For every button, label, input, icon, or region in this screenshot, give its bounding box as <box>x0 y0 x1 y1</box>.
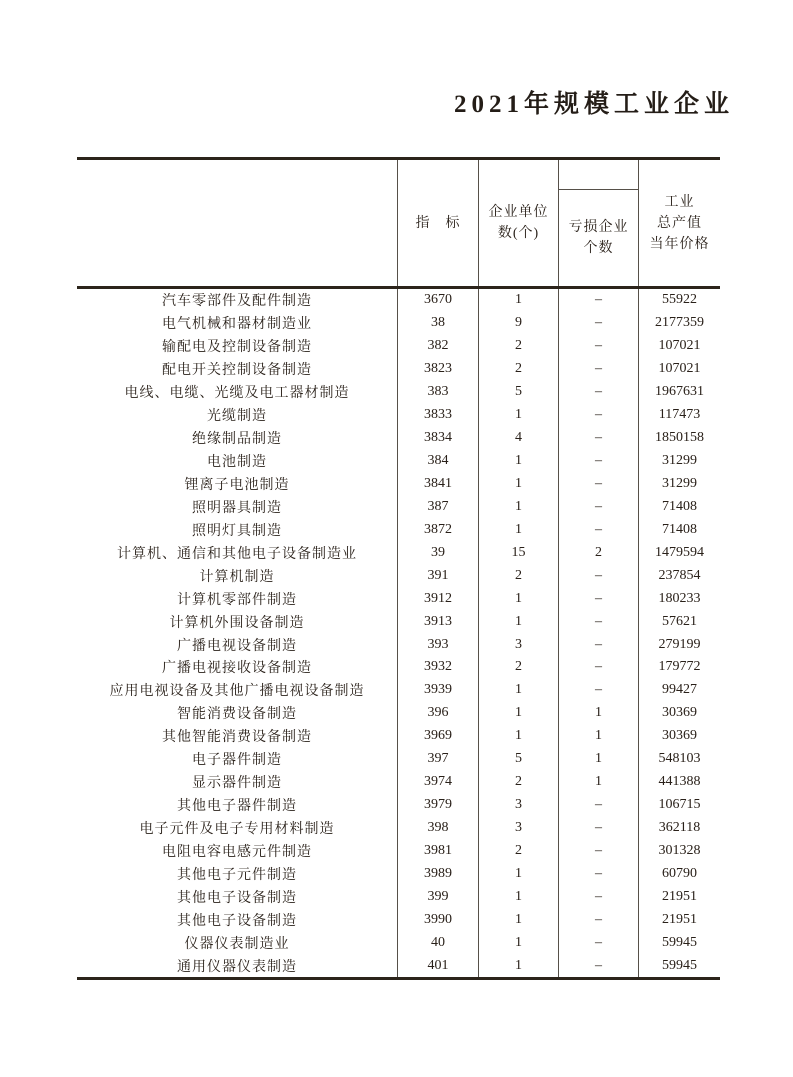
row-enterprise-count: 3 <box>478 633 558 656</box>
row-industry-name: 光缆制造 <box>207 409 267 425</box>
row-loss-count: – <box>558 495 638 518</box>
row-industry-name: 照明器具制造 <box>192 500 282 516</box>
row-loss-count: – <box>558 908 638 931</box>
table-row <box>77 289 720 312</box>
row-indicator-code: 397 <box>397 748 478 771</box>
row-gross-output: 30369 <box>638 702 720 725</box>
row-loss-count: – <box>558 610 638 633</box>
row-loss-count: – <box>558 885 638 908</box>
row-gross-output: 2177359 <box>638 312 720 335</box>
row-indicator-code: 387 <box>397 495 478 518</box>
row-gross-output: 180233 <box>638 587 720 610</box>
row-indicator-code: 382 <box>397 335 478 358</box>
table-row <box>77 495 720 518</box>
header-loss-line1: 亏损企业 <box>568 220 629 235</box>
header-enterprise-units-line2: 数(个) <box>497 226 540 241</box>
row-industry-name: 广播电视设备制造 <box>177 638 297 654</box>
table-row <box>77 840 720 863</box>
table-row <box>77 518 720 541</box>
row-loss-count: 1 <box>558 725 638 748</box>
row-gross-output: 107021 <box>638 335 720 358</box>
row-gross-output: 1479594 <box>638 541 720 564</box>
row-enterprise-count: 1 <box>478 495 558 518</box>
row-loss-count: – <box>558 794 638 817</box>
row-indicator-code: 3939 <box>397 679 478 702</box>
table-row <box>77 656 720 679</box>
row-industry-name: 汽车零部件及配件制造 <box>162 294 312 310</box>
table-row <box>77 862 720 885</box>
row-enterprise-count: 2 <box>478 335 558 358</box>
row-gross-output: 106715 <box>638 794 720 817</box>
row-industry-name: 电子元件及电子专用材料制造 <box>139 822 335 838</box>
row-loss-count: – <box>558 312 638 335</box>
row-indicator-code: 3990 <box>397 908 478 931</box>
row-indicator-code: 391 <box>397 564 478 587</box>
row-gross-output: 237854 <box>638 564 720 587</box>
row-industry-name: 其他电子元件制造 <box>177 867 297 883</box>
row-indicator-code: 3823 <box>397 358 478 381</box>
row-gross-output: 21951 <box>638 885 720 908</box>
row-industry-name: 电子器件制造 <box>192 753 282 769</box>
header-loss-label <box>569 190 629 286</box>
table-row <box>77 450 720 473</box>
row-industry-name: 电线、电缆、光缆及电工器材制造 <box>124 386 350 402</box>
row-gross-output: 71408 <box>638 495 720 518</box>
table-row <box>77 794 720 817</box>
table-row <box>77 427 720 450</box>
row-loss-count: – <box>558 427 638 450</box>
header-enterprise-units-line1: 企业单位 <box>488 205 549 220</box>
row-industry-name: 照明灯具制造 <box>192 523 282 539</box>
row-industry-name: 计算机、通信和其他电子设备制造业 <box>117 546 357 562</box>
row-gross-output: 441388 <box>638 771 720 794</box>
row-loss-count: – <box>558 862 638 885</box>
row-loss-count: – <box>558 358 638 381</box>
row-industry-name: 其他电子设备制造 <box>177 890 297 906</box>
row-loss-count: – <box>558 289 638 312</box>
row-indicator-code: 383 <box>397 381 478 404</box>
row-gross-output: 57621 <box>638 610 720 633</box>
row-indicator-code: 3913 <box>397 610 478 633</box>
row-indicator-code: 3932 <box>397 656 478 679</box>
table-row <box>77 404 720 427</box>
row-enterprise-count: 1 <box>478 931 558 954</box>
row-loss-count: – <box>558 450 638 473</box>
table-body <box>77 289 720 980</box>
row-enterprise-count: 1 <box>478 862 558 885</box>
row-indicator-code: 38 <box>397 312 478 335</box>
row-loss-count: – <box>558 633 638 656</box>
row-enterprise-count: 2 <box>478 771 558 794</box>
row-loss-count: – <box>558 564 638 587</box>
row-loss-count: 1 <box>558 748 638 771</box>
row-enterprise-count: 1 <box>478 450 558 473</box>
statistics-table <box>77 157 720 980</box>
table-row <box>77 725 720 748</box>
row-indicator-code: 3912 <box>397 587 478 610</box>
row-enterprise-count: 5 <box>478 748 558 771</box>
row-gross-output: 107021 <box>638 358 720 381</box>
row-industry-name: 其他智能消费设备制造 <box>162 730 312 746</box>
row-loss-count: – <box>558 931 638 954</box>
row-gross-output: 362118 <box>638 817 720 840</box>
row-industry-name: 计算机零部件制造 <box>177 592 297 608</box>
row-enterprise-count: 9 <box>478 312 558 335</box>
row-gross-output: 55922 <box>638 289 720 312</box>
row-enterprise-count: 1 <box>478 908 558 931</box>
row-gross-output: 59945 <box>638 931 720 954</box>
header-gross-output-line2: 总产值 <box>657 215 702 231</box>
row-loss-count: – <box>558 817 638 840</box>
row-gross-output: 548103 <box>638 748 720 771</box>
row-enterprise-count: 2 <box>478 564 558 587</box>
row-industry-name: 智能消费设备制造 <box>177 707 297 723</box>
table-row <box>77 954 720 977</box>
row-loss-count: – <box>558 679 638 702</box>
row-enterprise-count: 1 <box>478 404 558 427</box>
row-gross-output: 71408 <box>638 518 720 541</box>
row-indicator-code: 398 <box>397 817 478 840</box>
table-row <box>77 748 720 771</box>
row-industry-name: 配电开关控制设备制造 <box>162 363 312 379</box>
row-gross-output: 30369 <box>638 725 720 748</box>
table-row <box>77 908 720 931</box>
row-enterprise-count: 1 <box>478 954 558 977</box>
header-loss-group-empty-cell <box>559 160 638 190</box>
row-gross-output: 117473 <box>638 404 720 427</box>
table-row <box>77 587 720 610</box>
row-industry-name: 电阻电容电感元件制造 <box>162 844 312 860</box>
table-row <box>77 633 720 656</box>
row-indicator-code: 3969 <box>397 725 478 748</box>
row-loss-count: – <box>558 587 638 610</box>
row-industry-name: 输配电及控制设备制造 <box>162 340 312 356</box>
row-enterprise-count: 15 <box>478 541 558 564</box>
row-industry-name: 计算机外围设备制造 <box>169 615 305 631</box>
row-indicator-code: 39 <box>397 541 478 564</box>
table-row <box>77 358 720 381</box>
row-enterprise-count: 1 <box>478 518 558 541</box>
table-row <box>77 564 720 587</box>
row-indicator-code: 3979 <box>397 794 478 817</box>
table-row <box>77 771 720 794</box>
header-indicator <box>397 160 478 286</box>
row-enterprise-count: 3 <box>478 794 558 817</box>
row-loss-count: 2 <box>558 541 638 564</box>
row-industry-name: 锂离子电池制造 <box>184 477 290 493</box>
row-enterprise-count: 4 <box>478 427 558 450</box>
row-gross-output: 31299 <box>638 450 720 473</box>
row-gross-output: 31299 <box>638 473 720 496</box>
row-loss-count: – <box>558 840 638 863</box>
row-indicator-code: 3841 <box>397 473 478 496</box>
row-industry-name: 显示器件制造 <box>192 776 282 792</box>
row-loss-count: – <box>558 954 638 977</box>
row-enterprise-count: 1 <box>478 473 558 496</box>
row-indicator-code: 401 <box>397 954 478 977</box>
row-loss-count: 1 <box>558 702 638 725</box>
row-indicator-code: 396 <box>397 702 478 725</box>
row-gross-output: 60790 <box>638 862 720 885</box>
header-loss-enterprises <box>558 160 638 286</box>
row-indicator-code: 3872 <box>397 518 478 541</box>
header-gross-output-line1: 工业 <box>664 194 695 210</box>
row-enterprise-count: 5 <box>478 381 558 404</box>
table-header <box>77 160 720 289</box>
table-row <box>77 473 720 496</box>
row-loss-count: – <box>558 335 638 358</box>
header-enterprise-units <box>478 160 558 286</box>
row-enterprise-count: 1 <box>478 885 558 908</box>
row-enterprise-count: 2 <box>478 840 558 863</box>
table-row <box>77 679 720 702</box>
row-indicator-code: 3670 <box>397 289 478 312</box>
row-loss-count: – <box>558 656 638 679</box>
row-enterprise-count: 1 <box>478 289 558 312</box>
table-row <box>77 931 720 954</box>
page-title: 2021年规模工业企业 <box>453 91 734 118</box>
row-indicator-code: 40 <box>397 931 478 954</box>
table-row <box>77 610 720 633</box>
row-gross-output: 301328 <box>638 840 720 863</box>
row-indicator-code: 393 <box>397 633 478 656</box>
table-row <box>77 312 720 335</box>
row-enterprise-count: 3 <box>478 817 558 840</box>
row-loss-count: – <box>558 381 638 404</box>
row-loss-count: – <box>558 404 638 427</box>
row-indicator-code: 3974 <box>397 771 478 794</box>
row-industry-name: 电气机械和器材制造业 <box>162 317 312 333</box>
row-industry-name: 通用仪器仪表制造 <box>177 959 297 975</box>
row-indicator-code: 3834 <box>397 427 478 450</box>
row-indicator-code: 399 <box>397 885 478 908</box>
row-indicator-code: 384 <box>397 450 478 473</box>
row-enterprise-count: 1 <box>478 587 558 610</box>
header-industry-blank <box>77 160 397 286</box>
row-gross-output: 279199 <box>638 633 720 656</box>
header-gross-output <box>638 160 720 286</box>
row-enterprise-count: 1 <box>478 725 558 748</box>
row-industry-name: 其他电子设备制造 <box>177 913 297 929</box>
table-row <box>77 702 720 725</box>
header-indicator-label: 指 标 <box>415 215 461 231</box>
row-enterprise-count: 2 <box>478 656 558 679</box>
row-industry-name: 其他电子器件制造 <box>177 799 297 815</box>
row-enterprise-count: 1 <box>478 679 558 702</box>
row-loss-count: – <box>558 473 638 496</box>
table-row <box>77 541 720 564</box>
row-gross-output: 1967631 <box>638 381 720 404</box>
row-enterprise-count: 2 <box>478 358 558 381</box>
row-enterprise-count: 1 <box>478 610 558 633</box>
row-industry-name: 广播电视接收设备制造 <box>162 661 312 677</box>
table-row <box>77 381 720 404</box>
row-enterprise-count: 1 <box>478 702 558 725</box>
row-loss-count: 1 <box>558 771 638 794</box>
row-industry-name: 应用电视设备及其他广播电视设备制造 <box>109 684 365 700</box>
row-gross-output: 21951 <box>638 908 720 931</box>
row-loss-count: – <box>558 518 638 541</box>
row-gross-output: 179772 <box>638 656 720 679</box>
row-industry-name: 仪器仪表制造业 <box>184 936 290 952</box>
header-loss-line2: 个数 <box>583 241 614 256</box>
row-indicator-code: 3989 <box>397 862 478 885</box>
row-indicator-code: 3833 <box>397 404 478 427</box>
row-gross-output: 59945 <box>638 954 720 977</box>
row-industry-name: 绝缘制品制造 <box>192 432 282 448</box>
row-gross-output: 99427 <box>638 679 720 702</box>
row-industry-name: 电池制造 <box>207 455 267 471</box>
header-gross-output-line3: 当年价格 <box>649 236 710 252</box>
table-row <box>77 335 720 358</box>
table-row <box>77 817 720 840</box>
row-gross-output: 1850158 <box>638 427 720 450</box>
row-indicator-code: 3981 <box>397 840 478 863</box>
row-industry-name: 计算机制造 <box>199 569 275 585</box>
table-row <box>77 885 720 908</box>
